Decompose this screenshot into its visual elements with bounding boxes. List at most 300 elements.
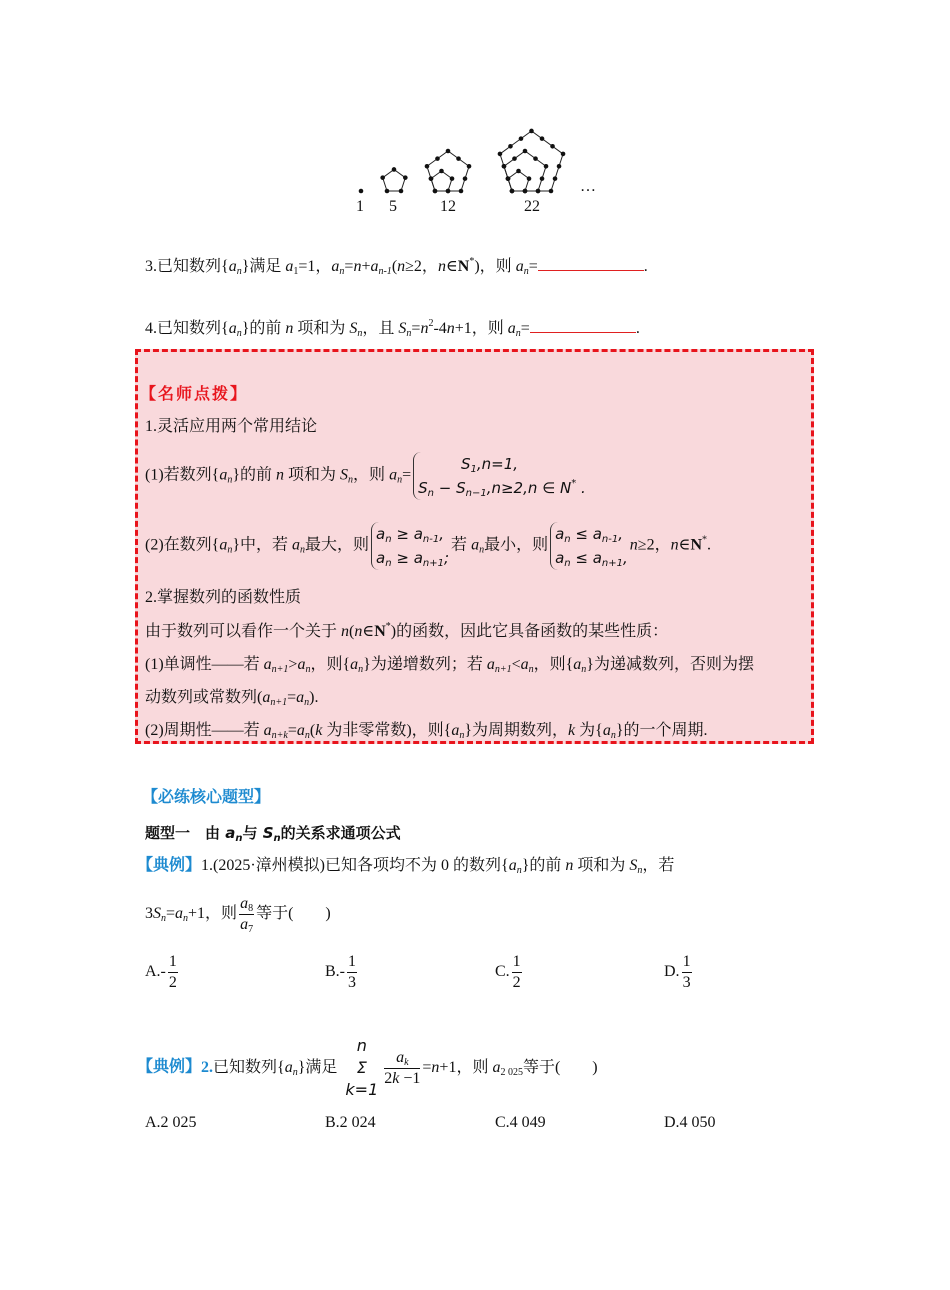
math-variable: k [568, 722, 576, 739]
text-segment: ∈ [362, 623, 375, 640]
text-segment: ∈ [678, 536, 691, 554]
math-variable: a [292, 536, 301, 554]
text-segment: 1 [682, 953, 691, 970]
text-segment: . [643, 258, 648, 275]
subscript: n [459, 730, 465, 741]
math-variable: a [492, 1058, 501, 1076]
text-segment: a [376, 525, 386, 543]
subscript: n−1 [465, 488, 487, 499]
math-variable: a [508, 857, 517, 874]
pentagon-outline [431, 171, 452, 191]
text-segment: = [411, 320, 421, 337]
subscript: n [273, 833, 281, 844]
text-segment: B.- [325, 963, 345, 981]
fraction [239, 894, 254, 935]
math-variable: a [219, 536, 228, 554]
figure-dot [403, 175, 408, 180]
figure-dot [523, 189, 528, 194]
subscript: n [305, 664, 311, 675]
text-segment: 的关系求通项公式 [280, 824, 401, 842]
figure-dot [527, 176, 532, 181]
text-segment: ,n≥2,n ∈ N [486, 479, 572, 497]
figure-dot [512, 156, 517, 161]
sigma-symbol: Σ [356, 1058, 367, 1077]
text-segment: = [287, 689, 297, 706]
subscript: 2 025 [500, 1066, 523, 1078]
text-segment: }的前 [232, 466, 277, 484]
question-4 [145, 318, 640, 339]
subscript: n [523, 266, 529, 277]
math-variable: a [370, 258, 379, 275]
brace-row [376, 522, 449, 546]
text-segment: 项和为 [293, 320, 350, 337]
subscript: n [304, 730, 310, 741]
subscript: n [235, 833, 243, 844]
text-segment: -4 [433, 320, 447, 337]
figure-dot [523, 149, 528, 154]
math-variable: n [629, 536, 638, 554]
superscript: * [469, 256, 475, 267]
figure-dot [506, 176, 511, 181]
option-c[interactable]: C.4 049 [495, 1114, 546, 1131]
denominator [347, 973, 357, 993]
figure-dot [529, 129, 534, 134]
summation [345, 1035, 378, 1101]
math-variable: a [507, 320, 516, 337]
math-variable: a [520, 656, 529, 673]
text-segment: 3.已知数列{ [145, 258, 229, 275]
figure-dot [553, 176, 558, 181]
superscript: * [702, 534, 707, 546]
figure-dot [550, 144, 555, 149]
option-a[interactable]: A.2 025 [145, 1114, 197, 1131]
math-variable: a [296, 722, 305, 739]
example-tag: 【典例】 [137, 1058, 202, 1076]
question-3 [145, 256, 648, 277]
math-variable: n [285, 320, 294, 337]
text-segment: }为周期数列， [464, 722, 569, 739]
text-segment: 1 [348, 953, 356, 970]
section-heading: 【必练核心题型】 [142, 789, 271, 806]
figure-dot [467, 164, 472, 169]
subscript: 7 [248, 924, 254, 935]
subscript: n+1 [422, 558, 444, 569]
brace-row [418, 476, 586, 500]
fraction [384, 1048, 420, 1089]
text-segment: ). [309, 689, 319, 706]
text-segment: 3 [145, 905, 153, 923]
figure-dot [439, 169, 444, 174]
math-variable: S [153, 905, 161, 923]
subscript: n [358, 664, 364, 675]
denominator [384, 1069, 420, 1089]
text-segment: (1)单调性——若 [145, 656, 264, 673]
math-variable: S [629, 857, 638, 874]
text-segment: S [418, 455, 471, 473]
text-segment: 等于( ) [522, 1058, 598, 1076]
option-c[interactable] [495, 952, 524, 993]
subscript: n-1 [422, 534, 440, 545]
example-text [201, 857, 674, 874]
math-variable: a [451, 722, 460, 739]
subscript: 1 [470, 464, 477, 475]
text-segment: . [576, 479, 586, 497]
math-variable: a [297, 656, 306, 673]
text-segment: ≥ a [391, 549, 423, 567]
text-segment: < [511, 656, 521, 673]
figure-dot [456, 156, 461, 161]
figure-label: 22 [524, 198, 540, 215]
example-1-cont [145, 894, 331, 935]
subscript: n [183, 913, 189, 925]
superscript: * [571, 478, 577, 489]
tips-line [145, 588, 301, 608]
text-segment: S [418, 479, 428, 497]
text-segment: = [528, 258, 538, 275]
subscript: n [304, 697, 310, 708]
text-segment: = [402, 466, 412, 484]
figure-dot [399, 189, 404, 194]
subscript: n [227, 544, 233, 556]
pentagonal-numbers-figure [0, 0, 950, 230]
text-segment: (1)若数列{ [145, 466, 220, 484]
math-variable: n [446, 320, 455, 337]
figure-dot [544, 164, 549, 169]
subscript: n [385, 558, 392, 569]
subscript: n [339, 266, 345, 277]
piecewise-brace [550, 522, 628, 570]
text-segment: , [439, 525, 444, 543]
text-segment: 2.掌握数列的函数性质 [145, 589, 302, 606]
text-segment: }满足 [297, 1058, 342, 1076]
figure-dot [502, 164, 507, 169]
math-variable: a [228, 320, 237, 337]
subscript: n+1 [494, 664, 512, 675]
example-2 [137, 1035, 598, 1101]
text-segment: A.- [145, 963, 166, 981]
text-segment: ≥2， [637, 536, 671, 554]
sum-upper: n [356, 1036, 367, 1055]
text-segment: > [288, 656, 298, 673]
figure-dot [385, 189, 390, 194]
math-variable: a [331, 258, 340, 275]
text-segment: 4.已知数列{ [145, 320, 229, 337]
subscript: n [300, 544, 306, 556]
figure-dot [508, 144, 513, 149]
tips-line [145, 622, 668, 642]
numerator [512, 952, 522, 973]
tips-header: 【名师点拨】 [140, 386, 249, 403]
text-segment: 由于数列可以看作一个关于 [145, 623, 342, 640]
text-segment: = [344, 258, 354, 275]
text-segment: ，则{ [310, 656, 351, 673]
math-variable: n [341, 623, 350, 640]
subscript: n [479, 544, 485, 556]
text-segment: 3 [682, 974, 691, 991]
figure-dot [429, 176, 434, 181]
math-set-symbol: N [457, 258, 470, 275]
figure-dot [435, 156, 440, 161]
text-segment: )，则 [474, 258, 516, 275]
subscript: n [236, 266, 242, 277]
math-variable: S [340, 466, 349, 484]
subscript: 8 [248, 903, 254, 914]
figure-dot [380, 175, 385, 180]
tips-line [145, 522, 711, 570]
tips-line [145, 655, 754, 675]
math-variable: S [398, 320, 407, 337]
subscript: k [404, 1056, 409, 1068]
math-variable: a [263, 656, 272, 673]
math-variable: a [175, 905, 184, 923]
subscript: n [637, 865, 643, 876]
numerator [682, 952, 692, 973]
text-segment: ，则 [353, 466, 390, 484]
tips-line [145, 452, 588, 500]
denominator [512, 973, 522, 993]
text-segment: ≤ a [570, 549, 602, 567]
option-d[interactable]: D.4 050 [664, 1114, 716, 1131]
math-variable: a [515, 258, 524, 275]
numerator [384, 1048, 420, 1069]
figure-dot [510, 189, 515, 194]
math-variable: a [219, 466, 228, 484]
answer-blank[interactable] [530, 318, 636, 333]
math-variable: a [602, 722, 611, 739]
math-variable: a [263, 722, 272, 739]
subscript: n [236, 328, 242, 339]
figure-dot [516, 169, 521, 174]
text-segment: a [555, 525, 565, 543]
text-segment: ,n=1, [476, 455, 519, 473]
text-segment: 已知数列{ [213, 1058, 285, 1076]
option-a[interactable] [145, 952, 180, 993]
text-segment: }的前 [241, 320, 286, 337]
tips-line [145, 417, 317, 437]
figure-dot [536, 189, 541, 194]
denominator [168, 973, 178, 993]
denominator [239, 915, 254, 935]
math-variable: n [420, 320, 429, 337]
text-segment: 3 [348, 974, 356, 991]
text-segment: }为递减数列，否则为摆 [586, 656, 754, 673]
superscript: 2 [428, 318, 434, 329]
math-variable: a [262, 689, 271, 706]
math-variable: a [240, 895, 249, 912]
math-variable: a [284, 1058, 293, 1076]
text-segment: = [520, 320, 530, 337]
tips-line [145, 721, 708, 741]
text-segment: 为{ [575, 722, 603, 739]
text-segment: +1，则 [439, 1058, 493, 1076]
example-number: 2. [201, 1058, 214, 1076]
math-variable: a [240, 916, 249, 933]
text-segment: (2)周期性——若 [145, 722, 264, 739]
text-segment: 题型一 由 [145, 824, 226, 842]
subscript: n [292, 1066, 298, 1078]
subscript: n-1 [601, 534, 619, 545]
math-set-symbol: N [374, 623, 386, 640]
text-segment: }的一个周期. [615, 722, 708, 739]
brace-row [555, 546, 628, 570]
math-variable: n [276, 466, 285, 484]
math-variable: a [228, 258, 237, 275]
text-segment: − S [433, 479, 466, 497]
subscript: n [528, 664, 534, 675]
subscript: n [427, 488, 434, 499]
math-variable: n [397, 258, 406, 275]
subscript: n+1 [271, 664, 289, 675]
text-segment: ; [443, 549, 450, 567]
text-segment: 2 [168, 974, 177, 991]
text-segment: 项和为 [573, 857, 630, 874]
math-set-symbol: N [690, 536, 702, 554]
tips-line [145, 688, 318, 708]
figure-dot [459, 189, 464, 194]
text-segment: −1 [399, 1069, 421, 1087]
text-segment: 1.灵活应用两个常用结论 [145, 418, 318, 435]
numerator [239, 894, 254, 915]
piecewise-brace [371, 522, 449, 570]
text-segment: . [707, 536, 711, 554]
text-segment: ，若 [642, 857, 675, 874]
brace-row [376, 546, 449, 570]
example-tag: 【典例】 [137, 857, 202, 874]
text-segment: }为递增数列；若 [363, 656, 487, 673]
text-segment: ≥2， [405, 258, 438, 275]
subscript: n [515, 328, 521, 339]
subscript: n+1 [270, 697, 288, 708]
text-segment: , [623, 549, 628, 567]
text-segment: ，且 [362, 320, 399, 337]
text-segment: + [361, 258, 371, 275]
math-variable: k [392, 1069, 400, 1087]
math-variable: n [353, 258, 362, 275]
example-1 [137, 856, 674, 876]
text-segment: ( [391, 258, 398, 275]
numerator [347, 952, 357, 973]
text-segment: , [618, 525, 624, 543]
text-segment: 若 [451, 536, 472, 554]
text-segment: C. [495, 963, 510, 981]
math-variable: a [350, 656, 359, 673]
subscript: n [161, 913, 166, 925]
text-segment: =1， [298, 258, 332, 275]
text-segment: 项和为 [284, 466, 341, 484]
math-variable: a [225, 824, 236, 842]
text-segment: D. [664, 963, 680, 981]
text-segment: a [376, 549, 386, 567]
figure-dot [557, 164, 562, 169]
text-segment: +1，则 [454, 320, 508, 337]
figure-dot [446, 189, 451, 194]
superscript: * [385, 621, 391, 632]
text-segment: }的前 [521, 857, 566, 874]
math-variable: n [354, 623, 363, 640]
subscript: 1 [293, 266, 299, 277]
text-segment: ，则{ [533, 656, 574, 673]
figure-label: 1 [356, 198, 364, 215]
denominator [682, 973, 692, 993]
math-variable: S [262, 824, 274, 842]
text-segment: a [555, 549, 565, 567]
text-segment: 等于( ) [256, 905, 331, 923]
subscript: n [227, 474, 233, 486]
subscript: n [516, 865, 522, 876]
subscript: n [610, 730, 616, 741]
math-variable: a [285, 258, 294, 275]
text-segment: 与 [242, 824, 263, 842]
figure-dot [549, 189, 554, 194]
subscript: n [348, 474, 354, 486]
subscript: n [357, 328, 363, 339]
figure-dot [498, 152, 503, 157]
answer-blank[interactable] [538, 256, 644, 271]
option-d[interactable] [664, 952, 694, 993]
figure-ellipsis: … [580, 178, 596, 195]
subscript: n [564, 534, 571, 545]
figure-dot [392, 167, 397, 172]
math-variable: a [296, 689, 305, 706]
math-variable: k [315, 722, 323, 739]
figure-dot [561, 152, 566, 157]
text-segment: = [422, 1058, 432, 1076]
figure-dot [533, 156, 538, 161]
figure-dot [446, 149, 451, 154]
text-segment: 2 [512, 974, 521, 991]
brace-row [555, 522, 628, 546]
figure-dot [540, 176, 545, 181]
subscript: n [581, 664, 587, 675]
text-segment: = [166, 905, 176, 923]
example-text [201, 1036, 598, 1099]
pentagon-outline [383, 169, 406, 191]
text-segment: ( [309, 722, 316, 739]
figure-dot [425, 164, 430, 169]
text-segment: = [287, 722, 297, 739]
figure-dot [519, 136, 524, 141]
math-variable: a [471, 536, 480, 554]
brace-row [418, 452, 586, 476]
piecewise-brace [413, 452, 586, 500]
option-b[interactable]: B.2 024 [325, 1114, 376, 1131]
text-segment: }中，若 [232, 536, 293, 554]
figure-label: 5 [389, 198, 397, 215]
fraction [512, 952, 522, 993]
figure-label: 12 [440, 198, 456, 215]
subscript: n [406, 328, 412, 339]
text-segment: +1，则 [188, 905, 238, 923]
sum-lower: k=1 [345, 1080, 379, 1099]
text-segment: 最小，则 [484, 536, 549, 554]
subscript: n-1 [378, 266, 392, 277]
math-variable: a [573, 656, 582, 673]
text-segment: ( [349, 623, 355, 640]
text-segment: 为非零常数)，则{ [322, 722, 452, 739]
figure-dot [359, 189, 364, 194]
numerator [168, 952, 178, 973]
math-variable: n [437, 258, 446, 275]
option-b[interactable] [325, 952, 359, 993]
text-segment: 2 [384, 1069, 393, 1087]
fraction [168, 952, 178, 993]
fraction [347, 952, 357, 993]
text-segment: 动数列或常数列( [145, 689, 263, 706]
math-variable: n [565, 857, 574, 874]
text-segment: 1.(2025·漳州模拟)已知各项均不为 0 的数列{ [201, 857, 509, 874]
math-variable: S [349, 320, 358, 337]
figure-dot [450, 176, 455, 181]
